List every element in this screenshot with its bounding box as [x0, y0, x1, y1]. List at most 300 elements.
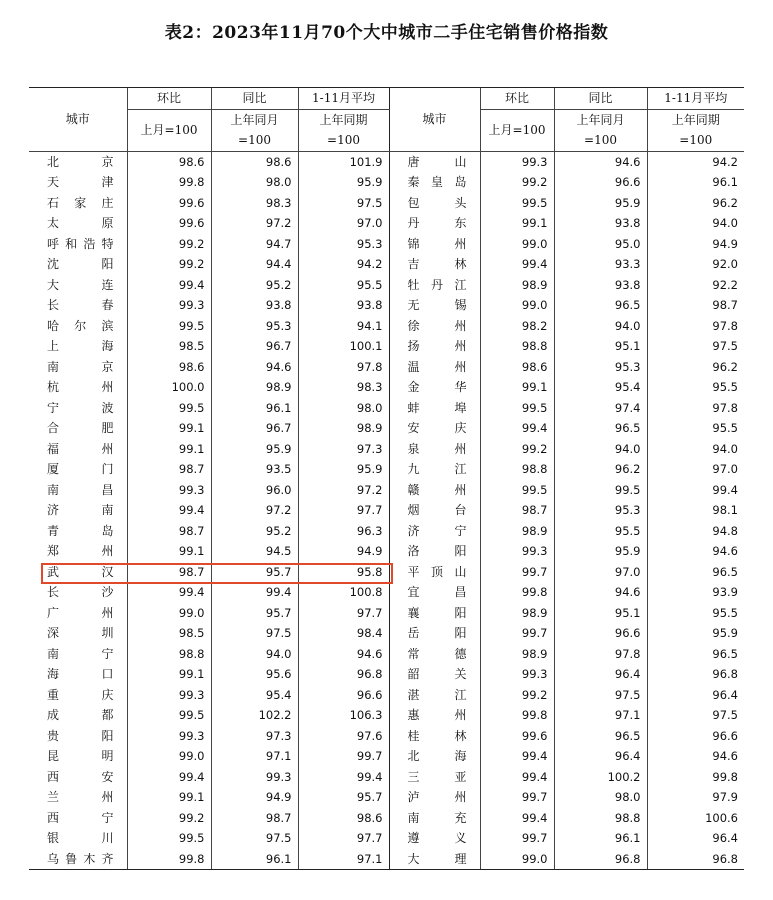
- yoy-value: 94.0: [554, 439, 647, 460]
- city-name: 洛阳: [389, 541, 480, 562]
- yoy-value: 94.4: [211, 254, 298, 275]
- mom-value: 98.6: [480, 357, 554, 378]
- avg-value: 97.3: [298, 439, 389, 460]
- city-name: 丹东: [389, 213, 480, 234]
- yoy-value: 96.7: [211, 336, 298, 357]
- mom-value: 99.1: [127, 787, 211, 808]
- avg-value: 97.7: [298, 603, 389, 624]
- avg-value: 95.9: [298, 459, 389, 480]
- mom-value: 99.7: [480, 562, 554, 583]
- avg-value: 96.8: [647, 849, 744, 870]
- yoy-value: 93.8: [211, 295, 298, 316]
- avg-value: 97.7: [298, 500, 389, 521]
- city-name: 赣州: [389, 480, 480, 501]
- city-header-left: 城市: [29, 88, 127, 152]
- avg-value: 97.1: [298, 849, 389, 870]
- mom-value: 99.3: [127, 726, 211, 747]
- city-name: 扬州: [389, 336, 480, 357]
- yoy-value: 95.4: [554, 377, 647, 398]
- avg-value: 97.5: [647, 336, 744, 357]
- city-name: 吉林: [389, 254, 480, 275]
- city-name: 南充: [389, 808, 480, 829]
- city-name: 锦州: [389, 234, 480, 255]
- city-name: 呼和浩特: [47, 236, 115, 251]
- city-name: 厦门: [47, 462, 115, 476]
- avg-value: 95.8: [298, 562, 389, 583]
- yoy-value: 96.1: [211, 398, 298, 419]
- table-row: [29, 275, 744, 296]
- city-name: 上海: [47, 339, 115, 353]
- avg-value: 94.0: [647, 439, 744, 460]
- mom-value: 99.0: [480, 295, 554, 316]
- mom-value: 98.5: [127, 623, 211, 644]
- mom-value: 98.7: [127, 459, 211, 480]
- yoy-value: 96.5: [554, 418, 647, 439]
- avg-value: 97.5: [298, 193, 389, 214]
- yoy-value: 95.7: [211, 603, 298, 624]
- avg-value: 94.1: [298, 316, 389, 337]
- yoy-value: 95.2: [211, 275, 298, 296]
- table-row: [29, 562, 744, 583]
- city-name: 深圳: [47, 626, 115, 640]
- mom-base-left: 上月=100: [127, 109, 211, 151]
- price-index-table: [29, 87, 744, 870]
- table-row: [29, 254, 744, 275]
- city-name: 成都: [47, 708, 115, 722]
- yoy-value: 95.3: [554, 357, 647, 378]
- yoy-value: 95.9: [554, 193, 647, 214]
- avg-value: 97.2: [298, 480, 389, 501]
- yoy-value: 95.1: [554, 336, 647, 357]
- table-row: [29, 295, 744, 316]
- city-name: 杭州: [47, 380, 115, 394]
- mom-value: 99.2: [127, 254, 211, 275]
- mom-value: 99.0: [480, 849, 554, 870]
- yoy-value: 97.5: [211, 623, 298, 644]
- yoy-value: 98.9: [211, 377, 298, 398]
- mom-value: 98.7: [127, 521, 211, 542]
- table-row: [29, 582, 744, 603]
- mom-value: 99.5: [127, 398, 211, 419]
- mom-value: 99.5: [127, 705, 211, 726]
- yoy-value: 95.3: [554, 500, 647, 521]
- table-row: [29, 521, 744, 542]
- avg-value: 99.4: [298, 767, 389, 788]
- mom-value: 99.4: [480, 418, 554, 439]
- city-name: 韶关: [389, 664, 480, 685]
- avg-value: 100.6: [647, 808, 744, 829]
- avg-value: 98.0: [298, 398, 389, 419]
- yoy-value: 96.5: [554, 295, 647, 316]
- city-name: 南京: [47, 359, 115, 374]
- yoy-value: 97.1: [554, 705, 647, 726]
- avg-value: 99.8: [647, 767, 744, 788]
- city-name: 安庆: [389, 418, 480, 439]
- city-name: 北京: [47, 154, 115, 169]
- city-name: 南宁: [47, 646, 115, 661]
- yoy-value: 99.4: [211, 582, 298, 603]
- avg-value: 98.4: [298, 623, 389, 644]
- mom-value: 99.6: [127, 213, 211, 234]
- yoy-value: 99.5: [554, 480, 647, 501]
- table-row: [29, 357, 744, 378]
- mom-value: 99.3: [480, 151, 554, 172]
- yoy-value: 94.7: [211, 234, 298, 255]
- yoy-value: 93.8: [554, 213, 647, 234]
- yoy-value: 96.1: [554, 828, 647, 849]
- avg-value: 97.0: [298, 213, 389, 234]
- yoy-value: 95.5: [554, 521, 647, 542]
- yoy-value: 96.7: [211, 418, 298, 439]
- mom-value: 99.3: [127, 480, 211, 501]
- avg-value: 95.3: [298, 234, 389, 255]
- city-name: 重庆: [47, 687, 115, 702]
- yoy-value: 97.0: [554, 562, 647, 583]
- table-body: [29, 151, 744, 870]
- yoy-value: 95.4: [211, 685, 298, 706]
- mom-value: 99.5: [127, 316, 211, 337]
- avg-value: 97.8: [647, 398, 744, 419]
- city-name: 泉州: [389, 439, 480, 460]
- city-name: 宜昌: [389, 582, 480, 603]
- city-name: 贵阳: [47, 728, 115, 743]
- city-name: 徐州: [389, 316, 480, 337]
- mom-value: 99.4: [127, 275, 211, 296]
- yoy-value: 94.6: [554, 151, 647, 172]
- table-row: [29, 234, 744, 255]
- city-name: 常德: [389, 644, 480, 665]
- mom-value: 99.8: [127, 172, 211, 193]
- city-name: 三亚: [389, 767, 480, 788]
- yoy-value: 97.2: [211, 500, 298, 521]
- yoy-value: 97.5: [554, 685, 647, 706]
- city-name: 平顶山: [389, 562, 480, 583]
- yoy-value: 96.1: [211, 849, 298, 870]
- mom-value: 99.6: [127, 193, 211, 214]
- avg-base-left: 上年同期 =100: [298, 109, 389, 151]
- table-row: [29, 377, 744, 398]
- city-name: 无锡: [389, 295, 480, 316]
- yoy-value: 94.5: [211, 541, 298, 562]
- city-name: 太原: [47, 216, 115, 230]
- avg-value: 96.8: [647, 664, 744, 685]
- mom-value: 99.0: [127, 603, 211, 624]
- table-row: [29, 213, 744, 234]
- mom-base-right: 上月=100: [480, 109, 554, 151]
- mom-value: 99.5: [480, 398, 554, 419]
- yoy-value: 95.1: [554, 603, 647, 624]
- avg-value: 97.7: [298, 828, 389, 849]
- avg-value: 94.2: [298, 254, 389, 275]
- avg-value: 98.6: [298, 808, 389, 829]
- table-row: [29, 151, 744, 172]
- city-header-right: 城市: [389, 88, 480, 152]
- table-row: [29, 439, 744, 460]
- city-name: 济宁: [389, 521, 480, 542]
- city-name: 温州: [389, 357, 480, 378]
- yoy-value: 100.2: [554, 767, 647, 788]
- city-name: 合肥: [47, 421, 115, 435]
- yoy-header-right: 同比: [554, 88, 647, 110]
- yoy-value: 98.7: [211, 808, 298, 829]
- city-name: 济南: [47, 503, 115, 517]
- avg-value: 96.2: [647, 357, 744, 378]
- mom-value: 99.1: [127, 664, 211, 685]
- avg-value: 95.7: [298, 787, 389, 808]
- table-row: [29, 459, 744, 480]
- city-name: 湛江: [389, 685, 480, 706]
- yoy-value: 96.2: [554, 459, 647, 480]
- yoy-header-left: 同比: [211, 88, 298, 110]
- avg-value: 96.6: [298, 685, 389, 706]
- avg-value: 96.3: [298, 521, 389, 542]
- mom-value: 98.7: [480, 500, 554, 521]
- mom-value: 98.6: [127, 357, 211, 378]
- city-name: 遵义: [389, 828, 480, 849]
- mom-value: 99.5: [480, 193, 554, 214]
- yoy-value: 102.2: [211, 705, 298, 726]
- mom-value: 99.1: [480, 377, 554, 398]
- yoy-value: 97.4: [554, 398, 647, 419]
- mom-value: 99.3: [480, 541, 554, 562]
- avg-value: 98.7: [647, 295, 744, 316]
- page-title: 表2：2023年11月70个大中城市二手住宅销售价格指数: [164, 23, 609, 43]
- yoy-value: 98.0: [211, 172, 298, 193]
- avg-base-right: 上年同期 =100: [647, 109, 744, 151]
- mom-value: 99.7: [480, 828, 554, 849]
- yoy-value: 95.9: [554, 541, 647, 562]
- table-row: [29, 418, 744, 439]
- yoy-value: 95.7: [211, 562, 298, 583]
- yoy-value: 93.5: [211, 459, 298, 480]
- avg-value: 96.4: [647, 685, 744, 706]
- yoy-value: 96.4: [554, 746, 647, 767]
- avg-value: 106.3: [298, 705, 389, 726]
- mom-value: 99.1: [127, 418, 211, 439]
- table-row: [29, 849, 744, 870]
- mom-value: 99.8: [127, 849, 211, 870]
- table-row: [29, 767, 744, 788]
- mom-value: 99.0: [480, 234, 554, 255]
- city-name: 大理: [389, 849, 480, 870]
- avg-value: 95.9: [298, 172, 389, 193]
- table-row: [29, 541, 744, 562]
- avg-value: 98.1: [647, 500, 744, 521]
- mom-value: 99.3: [127, 685, 211, 706]
- yoy-value: 94.0: [554, 316, 647, 337]
- avg-value: 95.9: [647, 623, 744, 644]
- yoy-value: 96.5: [554, 726, 647, 747]
- avg-value: 94.6: [298, 644, 389, 665]
- avg-value: 95.5: [647, 418, 744, 439]
- mom-value: 99.4: [480, 746, 554, 767]
- yoy-value: 95.0: [554, 234, 647, 255]
- yoy-value: 97.1: [211, 746, 298, 767]
- city-name: 兰州: [47, 790, 115, 804]
- city-name: 西安: [47, 769, 115, 784]
- yoy-value: 93.3: [554, 254, 647, 275]
- avg-value: 99.4: [647, 480, 744, 501]
- yoy-value: 98.3: [211, 193, 298, 214]
- mom-value: 99.4: [480, 767, 554, 788]
- city-name: 大连: [47, 277, 115, 292]
- yoy-value: 94.0: [211, 644, 298, 665]
- avg-value: 100.1: [298, 336, 389, 357]
- avg-header-right: 1-11月平均: [647, 88, 744, 110]
- yoy-value: 96.6: [554, 623, 647, 644]
- table-row: [29, 172, 744, 193]
- table-row: [29, 623, 744, 644]
- yoy-base-left: 上年同月 =100: [211, 109, 298, 151]
- mom-value: 99.3: [480, 664, 554, 685]
- city-name: 北海: [389, 746, 480, 767]
- avg-value: 94.9: [298, 541, 389, 562]
- yoy-value: 99.3: [211, 767, 298, 788]
- mom-value: 99.4: [480, 808, 554, 829]
- city-name: 牡丹江: [389, 275, 480, 296]
- table-row: [29, 480, 744, 501]
- avg-value: 97.9: [647, 787, 744, 808]
- avg-value: 95.5: [647, 603, 744, 624]
- yoy-value: 96.6: [554, 172, 647, 193]
- mom-value: 99.1: [480, 213, 554, 234]
- city-name: 南昌: [47, 482, 115, 497]
- mom-value: 98.8: [127, 644, 211, 665]
- yoy-value: 97.5: [211, 828, 298, 849]
- city-name: 泸州: [389, 787, 480, 808]
- mom-value: 99.8: [480, 705, 554, 726]
- table-row: [29, 726, 744, 747]
- avg-value: 97.8: [647, 316, 744, 337]
- city-name: 哈尔滨: [47, 318, 115, 333]
- yoy-value: 97.8: [554, 644, 647, 665]
- city-name: 襄阳: [389, 603, 480, 624]
- city-name: 蚌埠: [389, 398, 480, 419]
- city-name: 郑州: [47, 544, 115, 558]
- mom-value: 98.7: [127, 562, 211, 583]
- mom-value: 99.5: [480, 480, 554, 501]
- avg-value: 96.8: [298, 664, 389, 685]
- yoy-value: 95.3: [211, 316, 298, 337]
- table-row: [29, 500, 744, 521]
- yoy-value: 93.8: [554, 275, 647, 296]
- table-row: [29, 705, 744, 726]
- table-row: [29, 644, 744, 665]
- city-name: 武汉: [47, 564, 115, 579]
- city-name: 秦皇岛: [389, 172, 480, 193]
- city-name: 岳阳: [389, 623, 480, 644]
- mom-value: 99.4: [480, 254, 554, 275]
- yoy-value: 97.3: [211, 726, 298, 747]
- city-name: 唐山: [389, 151, 480, 172]
- avg-value: 92.0: [647, 254, 744, 275]
- avg-value: 94.0: [647, 213, 744, 234]
- mom-value: 99.0: [127, 746, 211, 767]
- mom-value: 99.8: [480, 582, 554, 603]
- avg-value: 101.9: [298, 151, 389, 172]
- city-name: 金华: [389, 377, 480, 398]
- table-row: [29, 336, 744, 357]
- avg-header-left: 1-11月平均: [298, 88, 389, 110]
- mom-value: 99.2: [127, 234, 211, 255]
- avg-value: 97.8: [298, 357, 389, 378]
- avg-value: 98.3: [298, 377, 389, 398]
- avg-value: 96.5: [647, 644, 744, 665]
- table-row: [29, 316, 744, 337]
- table-row: [29, 787, 744, 808]
- mom-value: 99.4: [127, 582, 211, 603]
- city-name: 九江: [389, 459, 480, 480]
- mom-value: 98.9: [480, 644, 554, 665]
- table-row: [29, 664, 744, 685]
- yoy-value: 97.2: [211, 213, 298, 234]
- yoy-value: 96.8: [554, 849, 647, 870]
- mom-value: 98.8: [480, 459, 554, 480]
- city-name: 宁波: [47, 400, 115, 415]
- table-row: [29, 603, 744, 624]
- table-row: [29, 685, 744, 706]
- mom-value: 99.4: [127, 767, 211, 788]
- city-name: 昆明: [47, 749, 115, 763]
- city-name: 西宁: [47, 810, 115, 825]
- yoy-value: 94.9: [211, 787, 298, 808]
- yoy-value: 94.6: [211, 357, 298, 378]
- avg-value: 94.6: [647, 541, 744, 562]
- mom-value: 99.2: [480, 439, 554, 460]
- avg-value: 96.6: [647, 726, 744, 747]
- city-name: 烟台: [389, 500, 480, 521]
- mom-value: 98.6: [127, 151, 211, 172]
- mom-value: 98.9: [480, 603, 554, 624]
- mom-value: 99.2: [480, 172, 554, 193]
- mom-value: 99.7: [480, 623, 554, 644]
- yoy-value: 98.0: [554, 787, 647, 808]
- yoy-value: 95.9: [211, 439, 298, 460]
- avg-value: 96.1: [647, 172, 744, 193]
- mom-value: 98.8: [480, 336, 554, 357]
- mom-value: 98.5: [127, 336, 211, 357]
- mom-value: 98.9: [480, 521, 554, 542]
- yoy-base-right: 上年同月 =100: [554, 109, 647, 151]
- yoy-value: 98.8: [554, 808, 647, 829]
- mom-value: 99.7: [480, 787, 554, 808]
- mom-value: 98.2: [480, 316, 554, 337]
- city-name: 天津: [47, 175, 115, 189]
- avg-value: 96.5: [647, 562, 744, 583]
- mom-value: 99.1: [127, 541, 211, 562]
- table-row: [29, 828, 744, 849]
- city-name: 银川: [47, 831, 115, 845]
- mom-value: 98.9: [480, 275, 554, 296]
- city-name: 沈阳: [47, 257, 115, 271]
- avg-value: 94.9: [647, 234, 744, 255]
- yoy-value: 95.2: [211, 521, 298, 542]
- yoy-value: 96.4: [554, 664, 647, 685]
- city-name: 桂林: [389, 726, 480, 747]
- mom-value: 99.5: [127, 828, 211, 849]
- yoy-value: 94.6: [554, 582, 647, 603]
- yoy-value: 98.6: [211, 151, 298, 172]
- yoy-value: 96.0: [211, 480, 298, 501]
- city-name: 惠州: [389, 705, 480, 726]
- avg-value: 96.4: [647, 828, 744, 849]
- avg-value: 93.8: [298, 295, 389, 316]
- avg-value: 94.6: [647, 746, 744, 767]
- table-row: [29, 398, 744, 419]
- mom-value: 99.2: [127, 808, 211, 829]
- mom-value: 99.3: [127, 295, 211, 316]
- city-name: 长春: [47, 298, 115, 312]
